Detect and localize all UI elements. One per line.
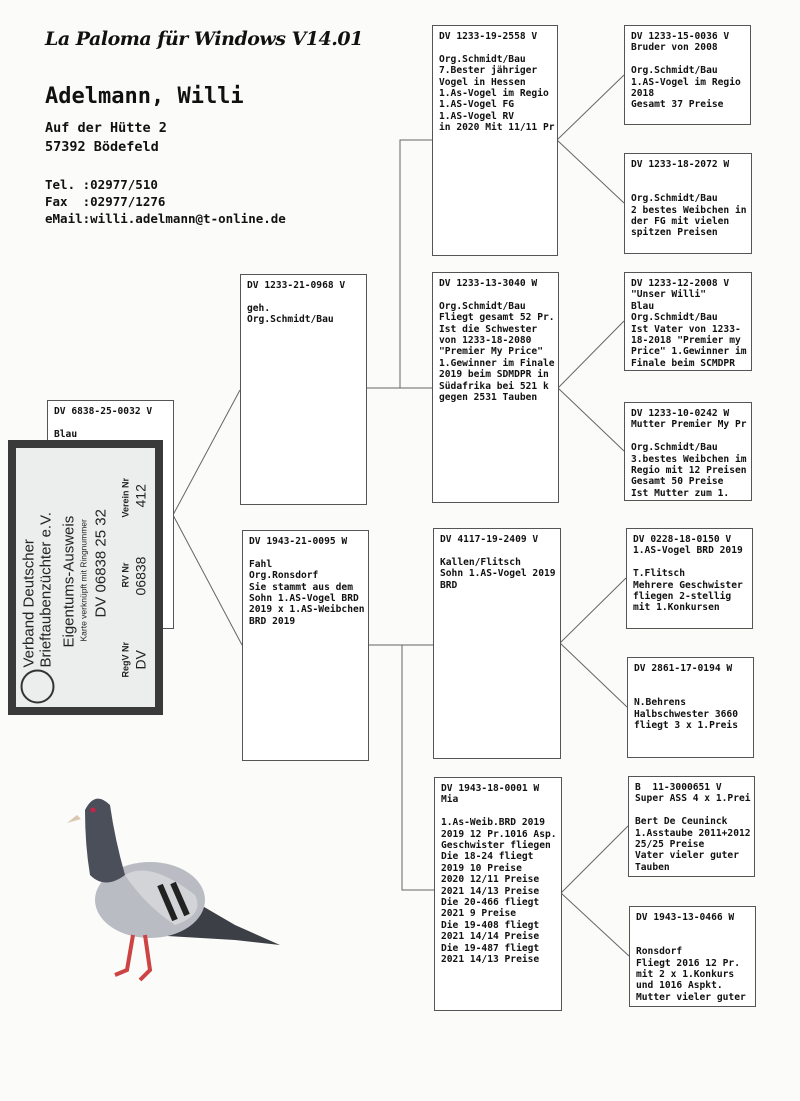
sd-dam-box: DV 1233-10-0242 W Mutter Premier My Pr Org.Schmidt/Bau 3.bestes Weibchen im Regio mit 12 Preisen Gesamt 50 Preise Ist Mutter zum 1.	[624, 402, 752, 501]
card-verein-value: 412	[132, 483, 148, 507]
sire-sire-box: DV 1233-19-2558 V Org.Schmidt/Bau 7.Bester jähriger Vogel in Hessen 1.As-Vogel im Regio 1.AS-Vogel FG 1.AS-Vogel RV in 2020 Mit 11/11 Pr	[432, 25, 558, 256]
sire-dam-box: DV 1233-13-3040 W Org.Schmidt/Bau Fliegt gesamt 52 Pr. Ist die Schwester von 1233-18-2080 "Premier My Price" 1.Gewinner im Finale 2019 beim SDMDPR in Südafrika bei 521 k gegen 2531 Tauben	[432, 272, 559, 503]
card-title: Eigentums-Ausweis	[60, 515, 77, 647]
card-verein-label: Verein Nr	[120, 477, 130, 517]
owner-email: eMail:willi.adelmann@t-online.de	[45, 211, 286, 226]
card-org-line1: Verband Deutscher	[20, 538, 37, 667]
dam-dam-box: DV 1943-18-0001 W Mia 1.As-Weib.BRD 2019 2019 12 Pr.1016 Asp. Geschwister fliegen Die 18-24 fliegt 2019 10 Preise 2020 12/11 Preise 2021 14/13 Preise Die 20-466 fliegt 2021 9 Preise Die 19-408 fliegt 2021 14/14 Preise Die 19-487 fliegt 2021 14/13 Preise	[434, 777, 562, 1011]
owner-tel: Tel. :02977/510	[45, 177, 158, 192]
ownership-card	[8, 440, 163, 715]
card-rv-label: RV Nr	[120, 562, 130, 587]
owner-city: 57392 Bödefeld	[45, 139, 159, 155]
owner-fax: Fax :02977/1276	[45, 194, 166, 209]
owner-street: Auf der Hütte 2	[45, 120, 167, 136]
card-org-line2: Brieftaubenzüchter e.V.	[37, 511, 54, 667]
sd-sire-box: DV 1233-12-2008 V "Unser Willi" Blau Org.Schmidt/Bau Ist Vater von 1233- 18-2018 "Premier my Price" 1.Gewinner im Finale beim SCMDPR	[624, 272, 752, 371]
owner-name: Adelmann, Willi	[45, 84, 244, 109]
sire-box: DV 1233-21-0968 V geh. Org.Schmidt/Bau	[240, 274, 367, 505]
dd-dam-box: DV 1943-13-0466 W Ronsdorf Fliegt 2016 12 Pr. mit 2 x 1.Konkurs und 1016 Aspkt. Mutter vieler guter	[629, 906, 756, 1007]
dv-logo-icon	[20, 669, 54, 703]
card-ring-number: DV 06838 25 32	[92, 508, 109, 617]
card-rv-value: 06838	[132, 556, 148, 595]
dam-box: DV 1943-21-0095 W Fahl Org.Ronsdorf Sie stammt aus dem Sohn 1.AS-Vogel BRD 2019 x 1.AS-Weibchen BRD 2019	[242, 530, 369, 761]
ds-sire-box: DV 0228-18-0150 V 1.AS-Vogel BRD 2019 T.Flitsch Mehrere Geschwister fliegen 2-stellig mit 1.Konkursen	[626, 528, 753, 629]
ds-dam-box: DV 2861-17-0194 W N.Behrens Halbschwester 3660 fliegt 3 x 1.Preis	[627, 657, 754, 758]
subject-pigeon-box: DV 6838-25-0032 V Blau	[47, 400, 174, 629]
dd-sire-box: B 11-3000651 V Super ASS 4 x 1.Prei Bert De Ceuninck 1.Asstaube 2011+2012 25/25 Preise Vater vieler guter Tauben	[628, 776, 755, 877]
card-regv-label: RegV Nr	[120, 641, 130, 677]
card-subtitle: Karte verknüpft mit Ringnummer	[78, 518, 88, 641]
ss-dam-box: DV 1233-18-2072 W Org.Schmidt/Bau 2 bestes Weibchen in der FG mit vielen spitzen Preisen	[624, 153, 752, 254]
card-regv-value: DV	[132, 649, 148, 669]
ss-sire-box: DV 1233-15-0036 V Bruder von 2008 Org.Schmidt/Bau 1.AS-Vogel im Regio 2018 Gesamt 37 Preise	[624, 25, 751, 125]
dam-sire-box: DV 4117-19-2409 V Kallen/Flitsch Sohn 1.AS-Vogel 2019 BRD	[433, 528, 561, 759]
software-title: La Paloma für Windows V14.01	[45, 28, 363, 50]
pigeon-photo	[55, 785, 290, 1000]
